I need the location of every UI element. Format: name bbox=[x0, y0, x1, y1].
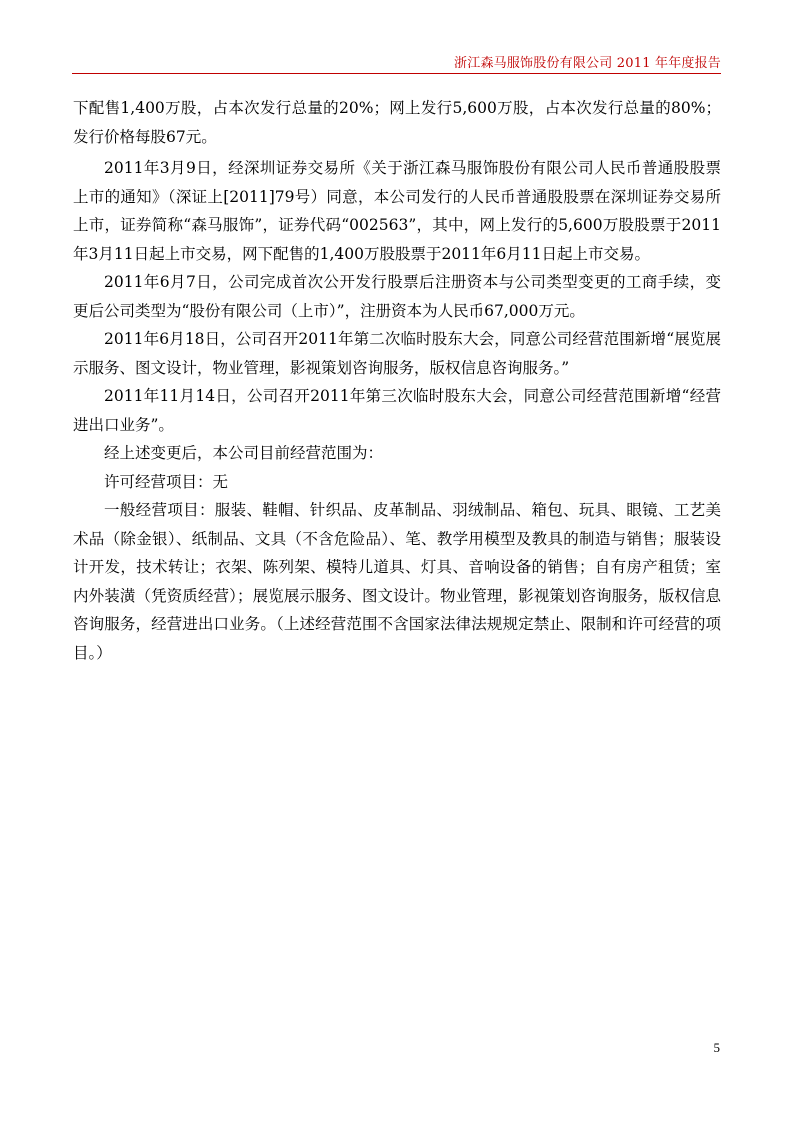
paragraph-scope-intro: 经上述变更后，本公司目前经营范围为： bbox=[104, 444, 384, 462]
paragraph-licensed-scope: 许可经营项目：无 bbox=[104, 472, 229, 491]
paragraph-second-egm: 2011年6月18日，公司召开2011年第二次临时股东大会，同意公司经营范围新增“展览展示服务、图文设计，物业管理，影视策划咨询服务，版权信息咨询服务。” bbox=[73, 330, 721, 377]
report-header-title: 浙江森马服饰股份有限公司 2011 年年度报告 bbox=[454, 56, 721, 71]
header-divider bbox=[72, 73, 721, 74]
paragraph-listing-approval: 2011年3月9日，经深圳证券交易所《关于浙江森马服饰股份有限公司人民币普通股股票上市的通知》（深证上[2011]79号）同意，本公司发行的人民币普通股股票在深圳证券交易所上市，证券简称“森马服饰”，证券代码“002563”，其中，网上发行的5,600万股股票于2011年3月11日起上市交易，网下配售的1,400万股股票于2011年6月11日起上市交易。 bbox=[73, 159, 721, 263]
paragraph-general-scope: 一般经营项目：服装、鞋帽、针织品、皮革制品、羽绒制品、箱包、玩具、眼镜、工艺美术品（除金银）、纸制品、文具（不含危险品）、笔、教学用模型及教具的制造与销售；服装设计开发，技术转让；衣架、陈列架、模特儿道具、灯具、音响设备的销售；自有房产租赁；室内外装潢（凭资质经营）；展览展示服务、图文设计。物业管理，影视策划咨询服务，版权信息咨询服务，经营进出口业务。（上述经营范围不含国家法律法规规定禁止、限制和许可经营的项目。） bbox=[73, 501, 721, 662]
document-body bbox=[73, 94, 721, 667]
paragraph-offering-continued: 下配售1,400万股，占本次发行总量的20%；网上发行5,600万股，占本次发行总量的80%；发行价格每股67元。 bbox=[73, 99, 721, 146]
paragraph-registration-change: 2011年6月7日，公司完成首次公开发行股票后注册资本与公司类型变更的工商手续，变更后公司类型为“股份有限公司（上市）”，注册资本为人民币67,000万元。 bbox=[73, 273, 721, 320]
page-number: 5 bbox=[713, 1040, 720, 1055]
paragraph-third-egm: 2011年11月14日，公司召开2011年第三次临时股东大会，同意公司经营范围新增“经营进出口业务”。 bbox=[73, 387, 721, 434]
